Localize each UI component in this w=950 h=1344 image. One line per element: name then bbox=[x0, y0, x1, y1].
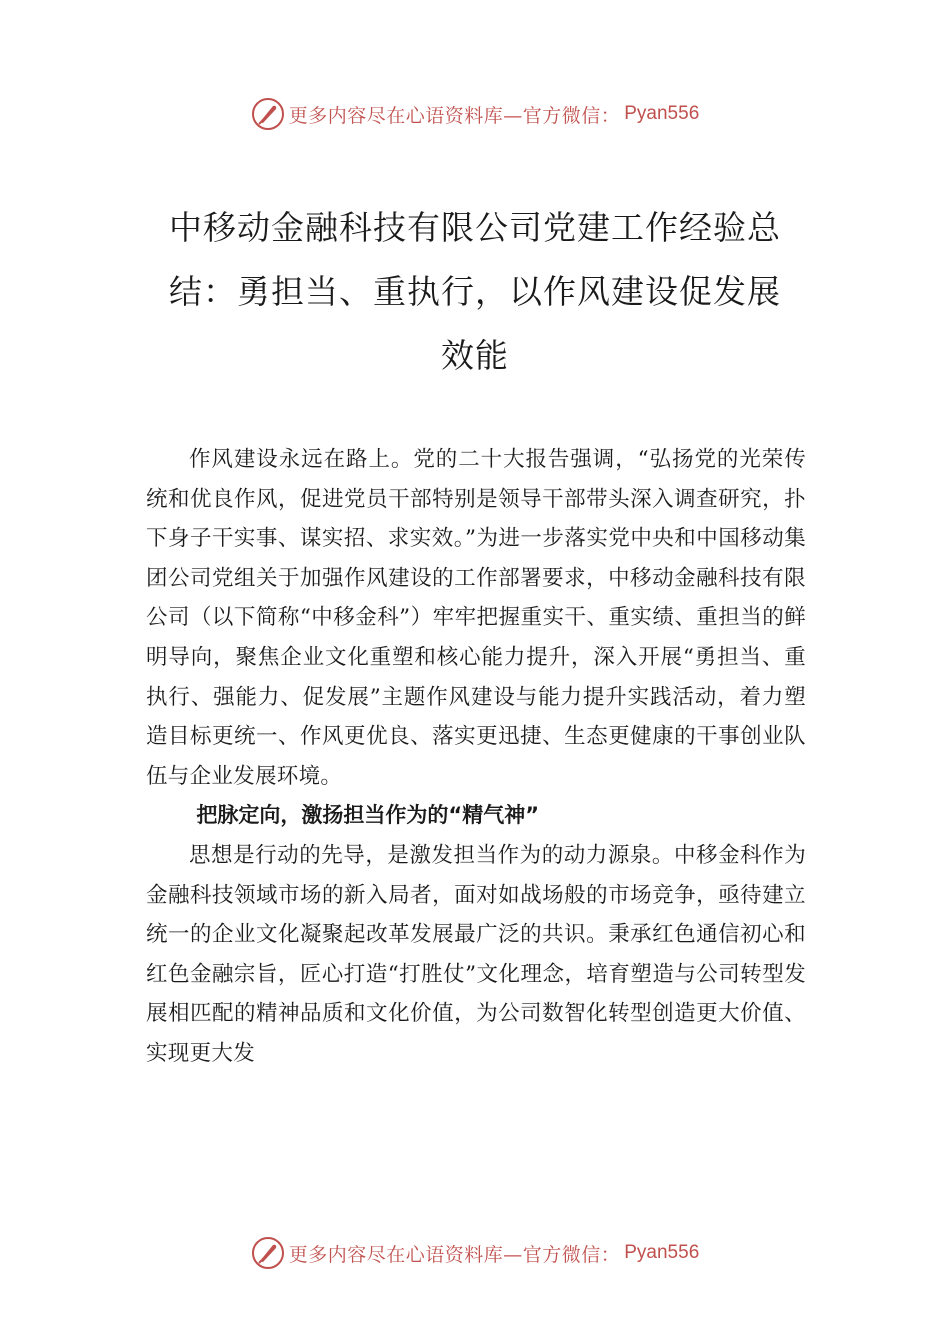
header-banner bbox=[0, 94, 950, 134]
title-line-3: 效能 bbox=[441, 336, 509, 375]
title-line-2: 结：勇担当、重执行，以作风建设促发展 bbox=[169, 272, 781, 311]
banner-text: 更多内容尽在心语资料库—官方微信： bbox=[288, 1243, 621, 1266]
document-body bbox=[146, 440, 806, 1074]
section-paragraph: 思想是行动的先导，是激发担当作为的动力源泉。中移金科作为金融科技领域市场的新入局者，面对如战场般的市场竞争，亟待建立统一的企业文化凝聚起改革发展最广泛的共识。秉承红色通信初心和红色金融宗旨，匠心打造“打胜仗”文化理念，培育塑造与公司转型发展相匹配的精神品质和文化价值，为公司数智化转型创造更大价值、实现更大发 bbox=[146, 842, 806, 1066]
wechat-id: Pyan556 bbox=[624, 103, 700, 124]
document-title bbox=[140, 196, 810, 388]
section-heading: 把脉定向，激扬担当作为的“精气神” bbox=[196, 803, 539, 828]
banner-text: 更多内容尽在心语资料库—官方微信： bbox=[288, 104, 621, 127]
feather-pen-logo-icon bbox=[251, 1236, 285, 1270]
wechat-id: Pyan556 bbox=[624, 1242, 700, 1263]
feather-pen-logo-icon bbox=[251, 97, 285, 131]
title-line-1: 中移动金融科技有限公司党建工作经验总 bbox=[169, 208, 781, 247]
footer-banner bbox=[0, 1233, 950, 1273]
intro-paragraph: 作风建设永远在路上。党的二十大报告强调，“弘扬党的光荣传统和优良作风，促进党员干部特别是领导干部带头深入调查研究，扑下身子干实事、谋实招、求实效。”为进一步落实党中央和中国移动集团公司党组关于加强作风建设的工作部署要求，中移动金融科技有限公司（以下简称“中移金科”）牢牢把握重实干、重实绩、重担当的鲜明导向，聚焦企业文化重塑和核心能力提升，深入开展“勇担当、重执行、强能力、促发展”主题作风建设与能力提升实践活动，着力塑造目标更统一、作风更优良、落实更迅捷、生态更健康的干事创业队伍与企业发展环境。 bbox=[146, 447, 806, 789]
